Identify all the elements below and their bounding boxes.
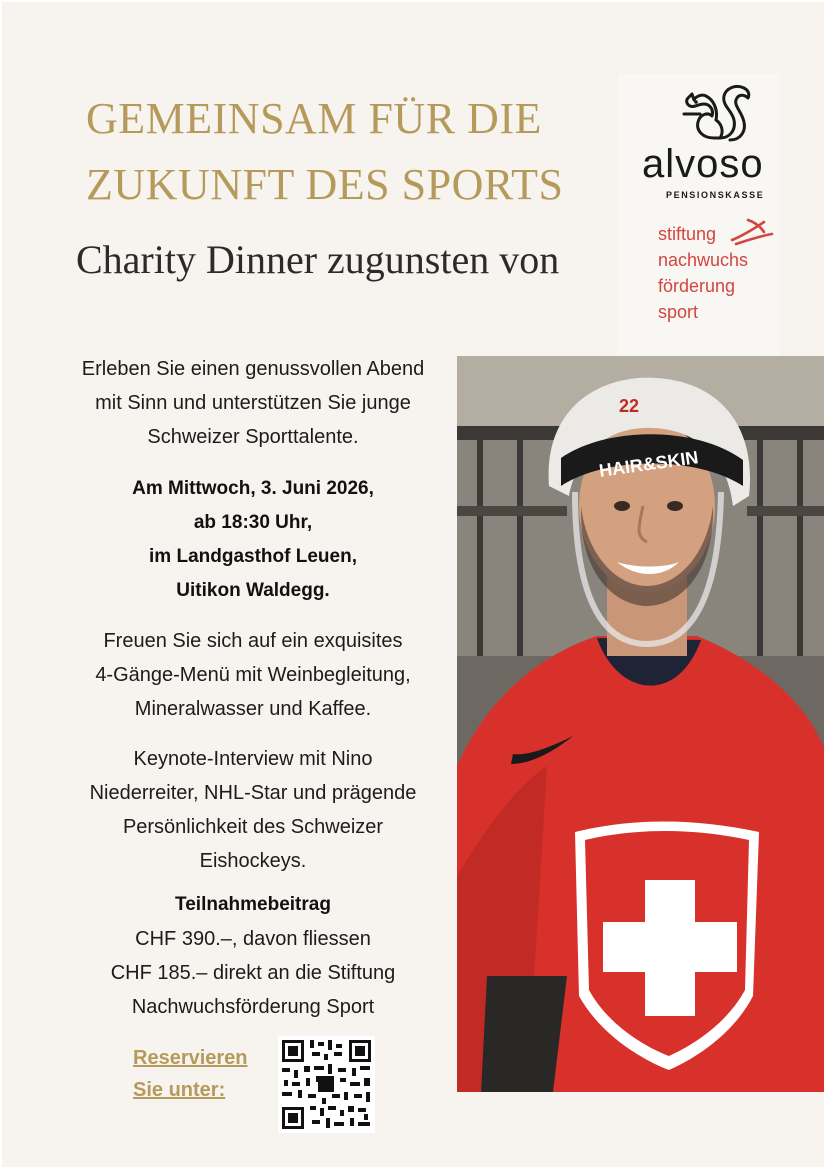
alvoso-subline: PENSIONSKASSE: [666, 190, 765, 200]
qr-code[interactable]: [278, 1036, 375, 1133]
intro-line-1: Erleben Sie einen genussvollen Abend: [81, 358, 425, 380]
event-date: Am Mittwoch, 3. Juni 2026,: [132, 478, 374, 499]
event-venue: im Landgasthof Leuen,: [149, 546, 357, 567]
reserve-link[interactable]: [133, 1042, 248, 1106]
keynote-line-1: Keynote-Interview mit Nino: [133, 748, 373, 770]
stiftung-line-4: sport: [658, 302, 699, 322]
keynote-line-4: Eishockeys.: [199, 850, 307, 872]
alvoso-logo: [642, 80, 782, 200]
menu-paragraph: [58, 624, 448, 726]
fee-line-2: CHF 185.– direkt an die Stiftung: [110, 962, 396, 984]
keynote-paragraph: [58, 742, 448, 878]
body-text: [58, 352, 448, 1024]
headline-line-1: GEMEINSAM FÜR DIE: [86, 94, 542, 143]
event-location: Uitikon Waldegg.: [176, 580, 330, 601]
helmet-band-text: HAIR&SKIN: [597, 447, 700, 481]
stiftung-line-1: stiftung: [658, 224, 717, 244]
event-time: ab 18:30 Uhr,: [193, 512, 313, 533]
reserve-line-1[interactable]: Reservieren: [133, 1047, 248, 1069]
keynote-line-2: Niederreiter, NHL-Star und prägende: [89, 782, 417, 804]
stiftung-line-3: förderung: [658, 276, 736, 296]
fee-line-1: CHF 390.–, davon fliessen: [135, 928, 371, 950]
hockey-player-photo: [457, 356, 824, 1092]
menu-line-1: Freuen Sie sich auf ein exquisites: [103, 630, 403, 652]
menu-line-3: Mineralwasser und Kaffee.: [134, 698, 372, 720]
headline: [86, 86, 563, 218]
menu-line-2: 4-Gänge-Menü mit Weinbegleitung,: [95, 664, 411, 686]
reserve-line-2[interactable]: Sie unter:: [133, 1079, 226, 1101]
stiftung-logo: [658, 222, 782, 332]
event-details: [58, 472, 448, 608]
intro-paragraph: [58, 352, 448, 454]
logo-panel: [618, 74, 780, 358]
player-illustration: [457, 356, 824, 1092]
flyer-page: [2, 2, 824, 1167]
subheadline: Charity Dinner zugunsten von: [76, 237, 560, 282]
keynote-line-3: Persönlichkeit des Schweizer: [122, 816, 384, 838]
intro-line-3: Schweizer Sporttalente.: [147, 426, 359, 448]
intro-line-2: mit Sinn und unterstützen Sie junge: [95, 392, 411, 414]
fee-section: [58, 888, 448, 1024]
helmet-number: 22: [618, 396, 640, 416]
fee-title: Teilnahmebeitrag: [175, 894, 331, 915]
squirrel-icon: [674, 80, 752, 144]
fee-line-3: Nachwuchsförderung Sport: [131, 996, 375, 1018]
swoosh-icon: [728, 216, 776, 246]
stiftung-line-2: nachwuchs: [658, 250, 749, 270]
headline-line-2: ZUKUNFT DES SPORTS: [86, 160, 564, 209]
alvoso-wordmark: alvoso: [642, 142, 764, 186]
